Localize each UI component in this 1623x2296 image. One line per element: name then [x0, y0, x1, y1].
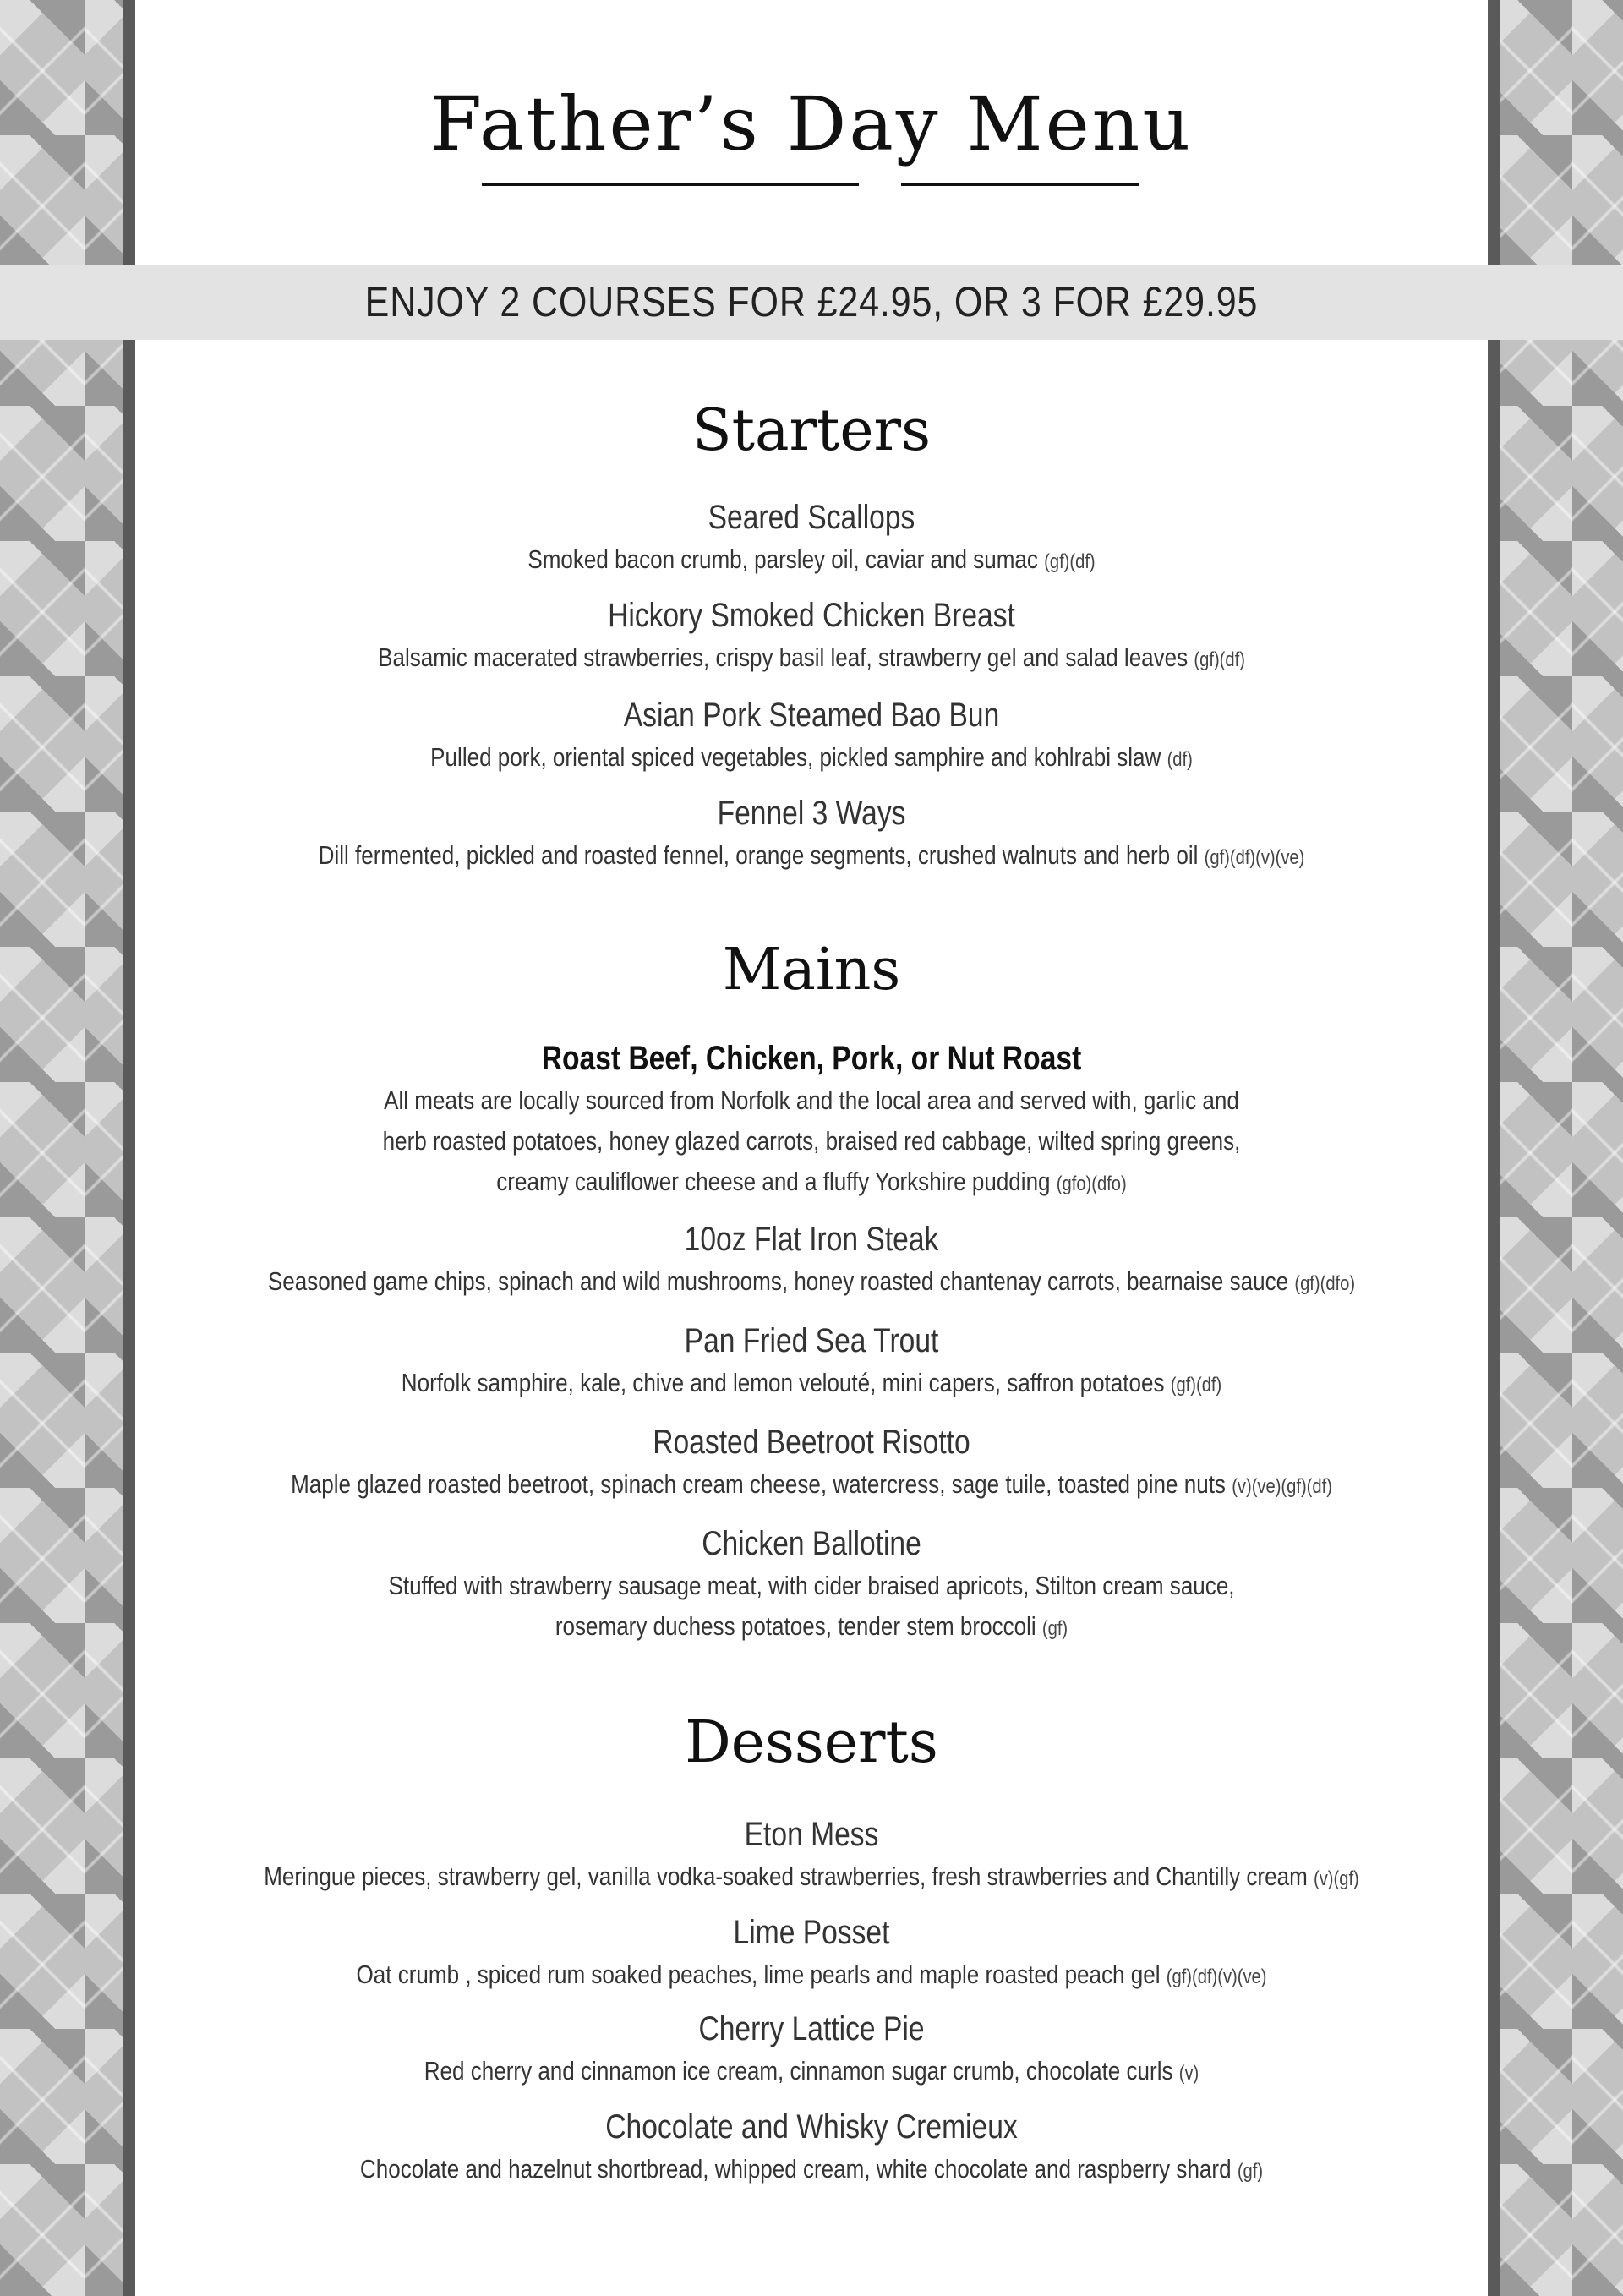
dietary-tags: (gf) — [1237, 2160, 1264, 2183]
item-description: Dill fermented, pickled and roasted fennel, orange segments, crushed walnuts and herb oil (gf)(df)(v)(ve) — [318, 840, 1305, 870]
dietary-tags: (gf)(df)(v)(ve) — [1166, 1965, 1267, 1988]
item-name: Hickory Smoked Chicken Breast — [608, 597, 1015, 634]
page-title: Father’s Day Menu — [429, 80, 1194, 167]
dietary-tags: (gf)(dfo) — [1294, 1272, 1356, 1295]
border-rail-right — [1488, 0, 1500, 2296]
dietary-tags: (gf)(df)(v)(ve) — [1204, 846, 1305, 869]
item-name: Fennel 3 Ways — [717, 795, 906, 832]
section-title-mains: Mains — [722, 937, 901, 1003]
item-description: Smoked bacon crumb, parsley oil, caviar and sumac (gf)(df) — [527, 544, 1096, 574]
section-title-starters: Starters — [692, 397, 931, 464]
argyle-border-left — [0, 0, 135, 2296]
dietary-tags: (gf)(df) — [1044, 550, 1096, 573]
item-description: Stuffed with strawberry sausage meat, with cider braised apricots, Stilton cream sauce, rosemary duchess potatoes, tender stem broccoli (gf) — [388, 1571, 1235, 1641]
price-banner — [0, 265, 1623, 340]
item-name: Asian Pork Steamed Bao Bun — [623, 697, 1000, 734]
dietary-tags: (gfo)(dfo) — [1056, 1173, 1127, 1195]
item-name: Pan Fried Sea Trout — [684, 1322, 939, 1359]
item-name: Chicken Ballotine — [702, 1525, 921, 1562]
dietary-tags: (df) — [1167, 748, 1193, 771]
item-name: Roasted Beetroot Risotto — [653, 1424, 970, 1461]
item-description: Norfolk samphire, kale, chive and lemon velouté, mini capers, saffron potatoes (gf)(df) — [401, 1368, 1222, 1397]
dietary-tags: (v) — [1178, 2062, 1199, 2085]
item-description: All meats are locally sourced from Norfolk and the local area and served with, garlic and herb roasted potatoes, honey glazed carrots, braised red cabbage, wilted spring greens, creamy cauliflower cheese and a fluffy Yorkshire pudding (gfo)(dfo) — [382, 1085, 1241, 1196]
item-name: Chocolate and Whisky Cremieux — [605, 2108, 1018, 2146]
section-title-desserts: Desserts — [685, 1709, 938, 1776]
item-description: Balsamic macerated strawberries, crispy basil leaf, strawberry gel and salad leaves (gf)(df) — [378, 642, 1245, 672]
item-description: Oat crumb , spiced rum soaked peaches, lime pearls and maple roasted peach gel (gf)(df)(v)(ve) — [356, 1960, 1267, 1989]
item-name: 10oz Flat Iron Steak — [684, 1221, 939, 1258]
item-description: Seasoned game chips, spinach and wild mushrooms, honey roasted chantenay carrots, bearnaise sauce (gf)(dfo) — [267, 1266, 1356, 1296]
dietary-tags: (gf)(df) — [1170, 1374, 1222, 1397]
border-rail-left — [123, 0, 135, 2296]
item-description: Chocolate and hazelnut shortbread, whipped cream, white chocolate and raspberry shard (gf) — [359, 2154, 1264, 2184]
item-name: Roast Beef, Chicken, Pork, or Nut Roast — [541, 1040, 1082, 1077]
dietary-tags: (gf)(df) — [1194, 648, 1245, 671]
item-name: Seared Scallops — [708, 499, 915, 536]
dietary-tags: (v)(gf) — [1314, 1867, 1359, 1890]
item-description: Meringue pieces, strawberry gel, vanilla vodka-soaked strawberries, fresh strawberries and Chantilly cream (v)(gf) — [264, 1861, 1359, 1891]
dietary-tags: (v)(ve)(gf)(df) — [1232, 1475, 1332, 1498]
item-name: Cherry Lattice Pie — [698, 2010, 925, 2047]
item-description: Maple glazed roasted beetroot, spinach cream cheese, watercress, sage tuile, toasted pine nuts (v)(ve)(gf)(df) — [291, 1469, 1332, 1499]
item-description: Red cherry and cinnamon ice cream, cinnamon sugar crumb, chocolate curls (v) — [424, 2056, 1199, 2086]
dietary-tags: (gf) — [1041, 1617, 1068, 1640]
title-underline-left — [482, 183, 859, 186]
argyle-border-right — [1488, 0, 1623, 2296]
title-underline-right — [901, 183, 1139, 186]
price-banner-text: ENJOY 2 COURSES FOR £24.95, OR 3 FOR £29.95 — [364, 278, 1259, 325]
item-description: Pulled pork, oriental spiced vegetables, pickled samphire and kohlrabi slaw (df) — [430, 742, 1193, 772]
item-name: Eton Mess — [744, 1816, 879, 1853]
menu-page — [135, 0, 1488, 2296]
item-name: Lime Posset — [733, 1914, 890, 1951]
